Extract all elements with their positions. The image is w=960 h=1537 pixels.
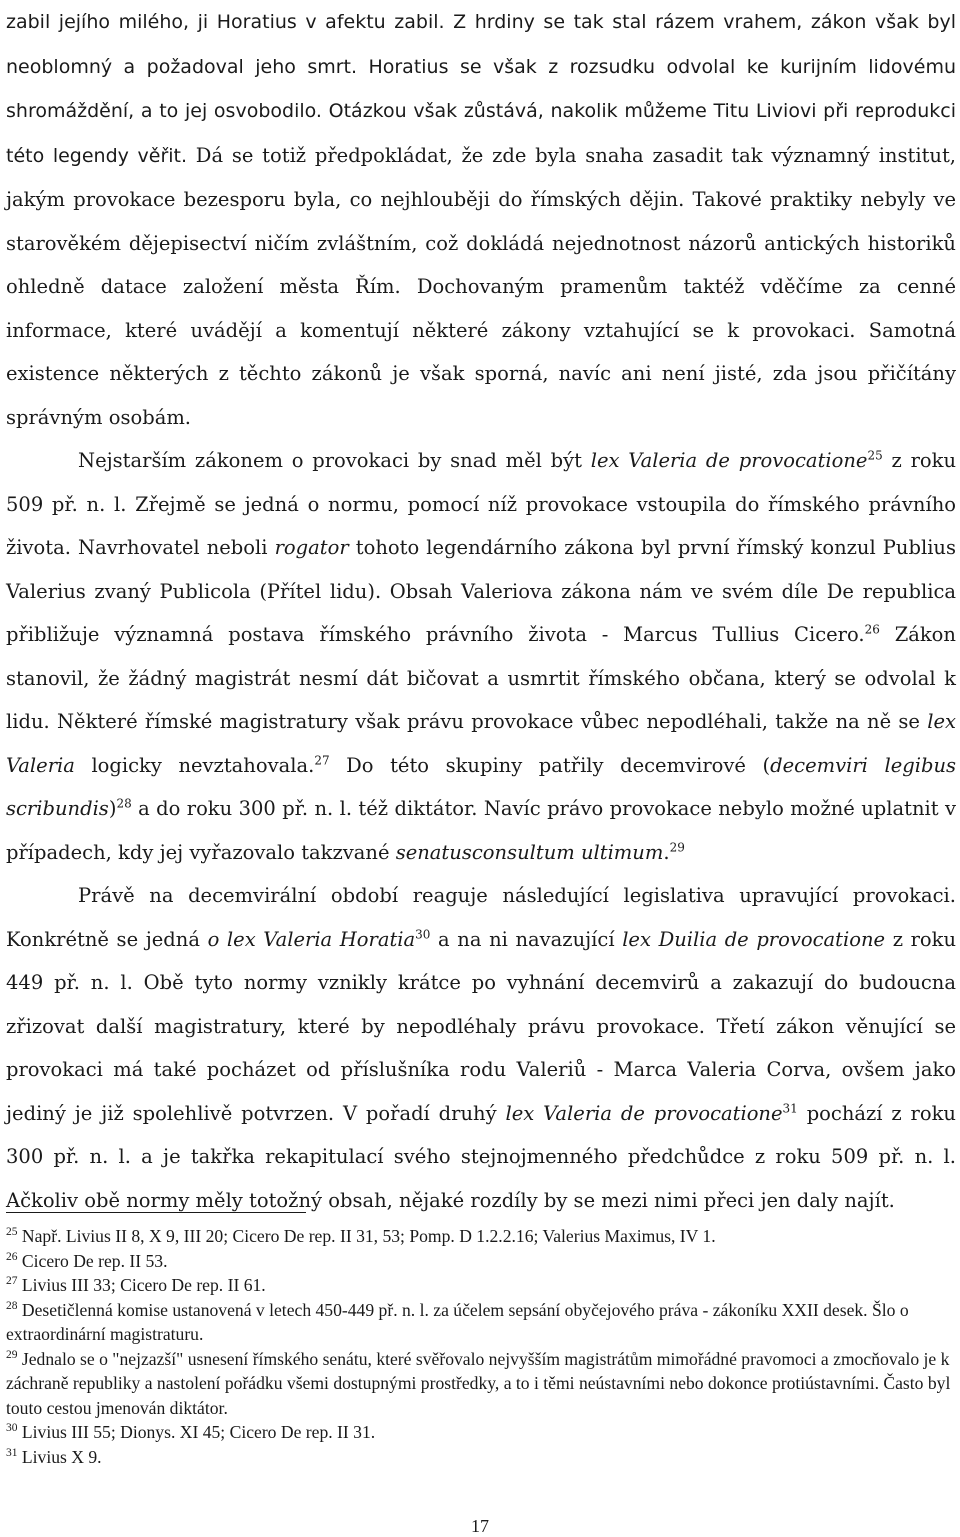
italic-term: lex Valeria de provocatione: [505, 1101, 783, 1125]
text-run: .: [663, 840, 670, 864]
text-run: logicky nevztahovala.: [74, 753, 315, 777]
footnote-ref-29[interactable]: 29: [669, 840, 685, 854]
text-run: a do roku 300 př. n. l. též diktátor. Navíc právo provokace nebylo možné uplatnit v případech, kdy jej vyřazovalo takzvané: [6, 797, 956, 864]
footnote-text: Livius III 55; Dionys. XI 45; Cicero De rep. II 31.: [17, 1422, 376, 1442]
paragraph-2: [6, 439, 956, 874]
footnote-26: [6, 1249, 956, 1274]
italic-term: lex Duilia de provocatione: [622, 927, 886, 951]
footnote-text: Jednalo se o "nejzazší" usnesení římského senátu, které svěřovalo nejvyšším magistrátům mimořádné pravomoci a zmocňovalo je k záchraně republiky a nastolení pořádku všemi dostupnými prostředky, a to i těmi neústavními nebo dokonce protiústavními. Často byl touto cestou jmenován diktátor.: [6, 1348, 951, 1418]
paragraph-1: [6, 0, 956, 439]
footnote-number: 31: [6, 1446, 18, 1459]
italic-term: senatusconsultum ultimum: [395, 840, 664, 864]
paragraph-1-part-a: zabil jejího milého, ji Horatius v afektu zabil. Z hrdiny se tak stal rázem vrahem, zákon však byl neoblomný a požadoval jeho smrt. Horatius se však z rozsudku odvolal ke kurijním lidovému shromáždění, a to jej osvobodilo. Otázkou však zůstává, nakolik můžeme Titu Liviovi při reprodukci této legendy věřit.: [6, 11, 956, 167]
italic-term: lex Valeria de provocatione: [590, 449, 868, 472]
text-run: ): [108, 797, 117, 820]
text-run: Do této skupiny patřily decemvirové (: [329, 753, 771, 777]
footnote-separator: [6, 1212, 306, 1213]
footnote-ref-31[interactable]: 31: [782, 1101, 798, 1115]
page-number: 17: [471, 1516, 489, 1536]
paragraph-3: [6, 874, 956, 1222]
text-run: a na ni navazující: [430, 927, 623, 951]
footnote-number: 25: [6, 1226, 18, 1239]
text-run: Právě na decemvirální období reaguje následující legislativa upravující provokaci. Konkrétně se jedná: [6, 884, 956, 951]
footnote-text: Desetičlenná komise ustanovená v letech 450-449 př. n. l. za účelem sepsání obyčejového práva - zákoníku XXII desek. Šlo o extraordinární magistraturu.: [6, 1299, 909, 1344]
paragraph-1-part-b: Dá se totiž předpokládat, že zde byla snaha zasadit tak významný institut, jakým provokace bezesporu byla, co nejhlouběji do římských dějin. Takové praktiky nebyly ve starověkém dějepisectví ničím zvláštním, což dokládá nejednotnost názorů antických historiků ohledně datace založení města Řím. Dochovaným pramenům taktéž vděčíme za cenné informace, které uvádějí a komentují některé zákony vztahující se k provokaci. Samotná existence některých z těchto zákonů je však sporná, navíc ani není jisté, zda jsou přičítány správným osobám.: [6, 143, 956, 429]
footnote-31: [6, 1445, 956, 1470]
footnote-text: Např. Livius II 8, X 9, III 20; Cicero De rep. II 31, 53; Pomp. D 1.2.2.16; Valerius Maximus, IV 1.: [17, 1226, 716, 1246]
text-run: tohoto legendárního zákona byl první římský konzul Publius Valerius zvaný Publicola (Přítel lidu). Obsah Valeriova zákona nám ve svém díle De republica přibližuje významná postava římského právního života - Marcus Tullius Cicero.: [6, 536, 956, 646]
footnote-text: Cicero De rep. II 53.: [17, 1250, 168, 1271]
footnote-ref-26[interactable]: 26: [864, 622, 880, 637]
footnote-number: 28: [6, 1299, 18, 1312]
footnote-29: [6, 1347, 956, 1421]
italic-term: lex Valeria: [6, 710, 956, 777]
footnotes: [6, 1224, 956, 1469]
footnote-number: 27: [6, 1275, 18, 1288]
footnote-text: Livius X 9.: [17, 1446, 102, 1467]
footnote-25: [6, 1224, 956, 1249]
footnote-ref-28[interactable]: 28: [116, 796, 132, 811]
footnote-ref-25[interactable]: 25: [867, 448, 883, 463]
italic-term: decemviri legibus scribundis: [6, 753, 957, 820]
footnote-text: Livius III 33; Cicero De rep. II 61.: [17, 1275, 266, 1295]
text-run: z roku 449 př. n. l. Obě tyto normy vznikly krátce po vyhnání decemvirů a zakazují do budoucna zřizovat další magistratury, které by nepodléhaly právu provokace. Třetí zákon věnující se provokaci má také pocházet od příslušníka rodu Valeriů - Marca Valeria Corva, ovšem jako jediný je již spolehlivě potvrzen. V pořadí druhý: [6, 927, 957, 1125]
footnote-30: [6, 1420, 956, 1445]
body-text: [6, 0, 956, 1222]
footnote-number: 26: [6, 1250, 18, 1263]
footnote-number: 30: [6, 1422, 18, 1435]
text-run: Nejstarším zákonem o provokaci by snad měl být: [78, 449, 591, 472]
text-run: z roku 509 př. n. l. Zřejmě se jedná o normu, pomocí níž provokace vstoupila do římského právního života. Navrhovatel neboli: [6, 449, 957, 559]
footnote-28: [6, 1298, 956, 1347]
italic-term: o lex Valeria Horatia: [207, 927, 416, 951]
footnote-27: [6, 1273, 956, 1298]
italic-term: rogator: [274, 536, 349, 559]
text-run: Zákon stanovil, že žádný magistrát nesmí dát bičovat a usmrtit římského občana, který se odvolal k lidu. Některé římské magistratury však právu provokace vůbec nepodléhali, takže na ně se: [6, 623, 956, 733]
footnote-ref-30[interactable]: 30: [415, 927, 431, 941]
footnote-ref-27[interactable]: 27: [314, 753, 330, 767]
footnote-number: 29: [6, 1348, 18, 1361]
text-run: pochází z roku 300 př. n. l. a je takřka rekapitulací svého stejnojmenného předchůdce z roku 509 př. n. l. Ačkoliv obě normy měly totožný obsah, nějaké rozdíly by se mezi nimi přeci jen daly najít.: [6, 1101, 956, 1212]
